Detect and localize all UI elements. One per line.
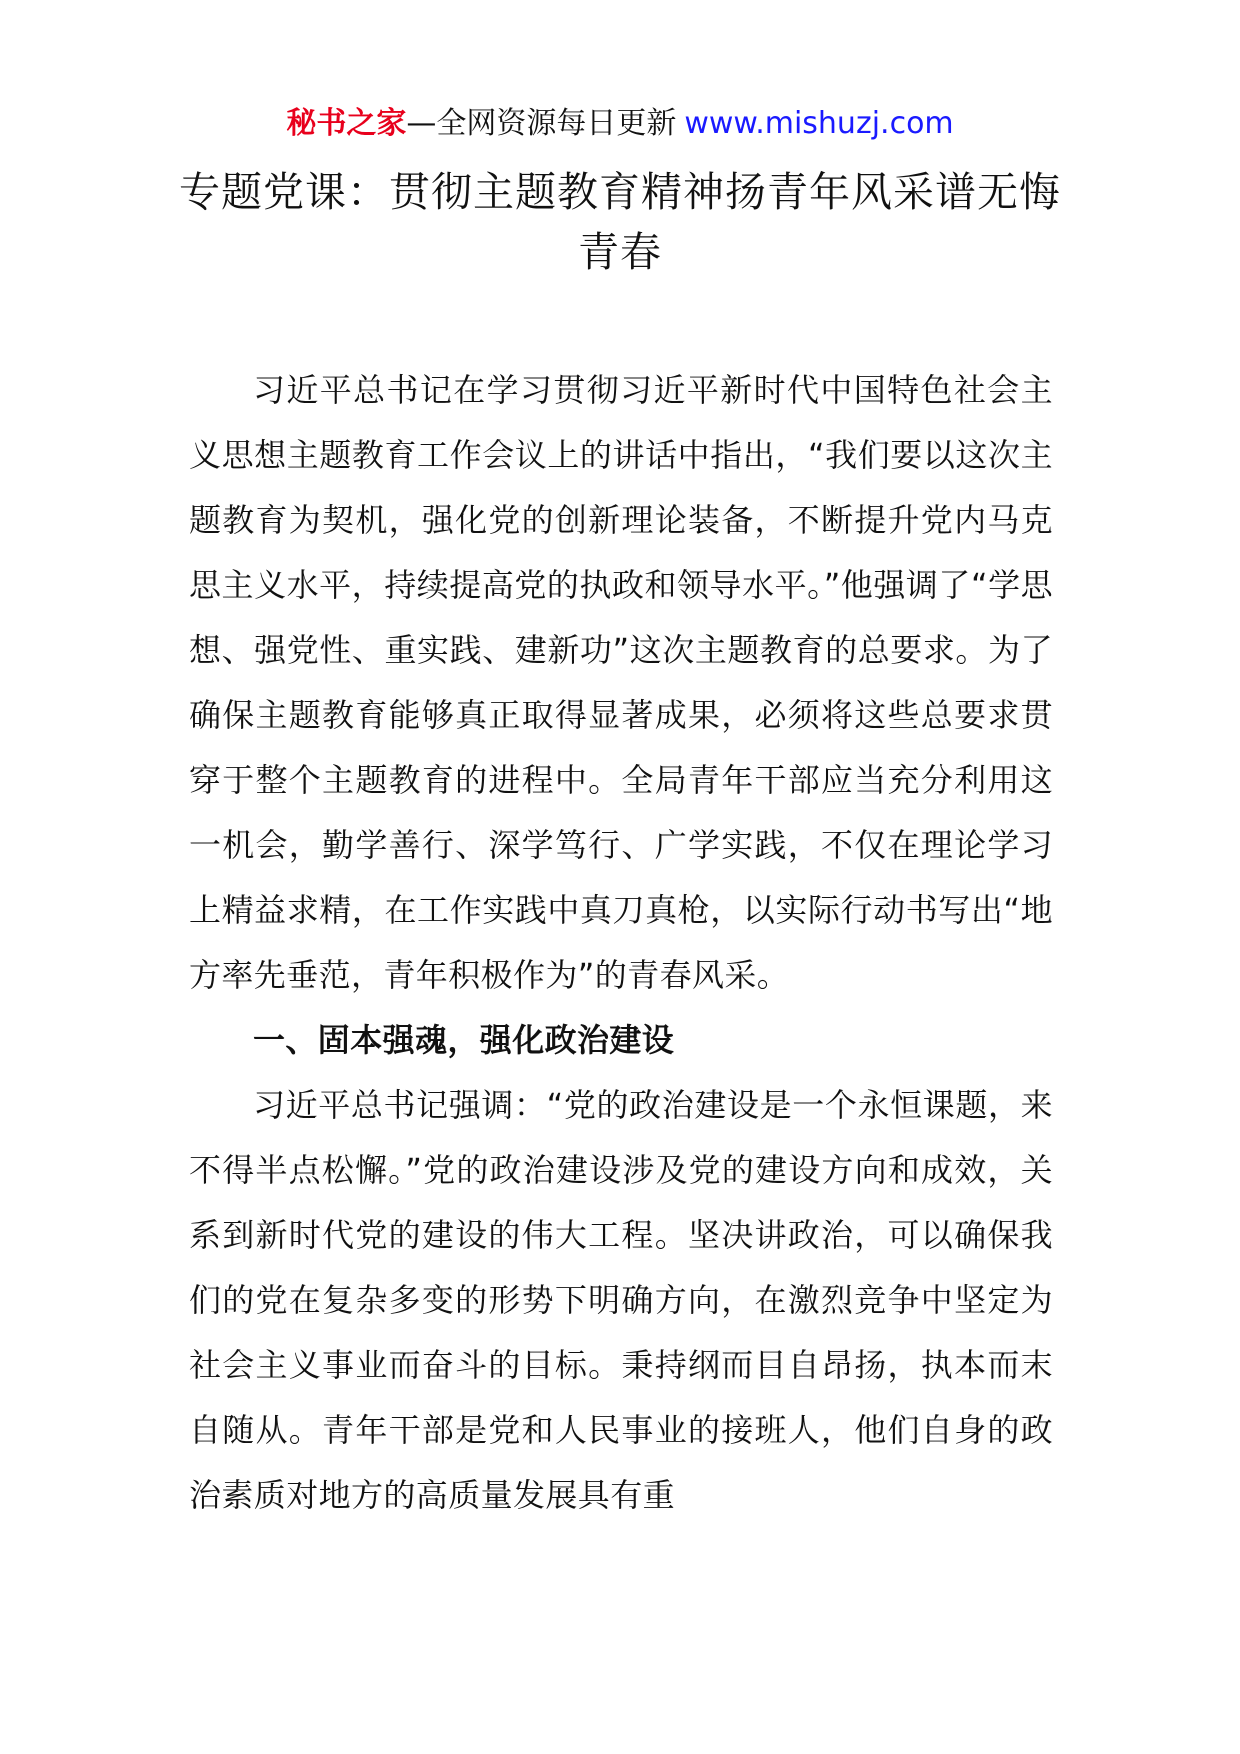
body-paragraph-intro: 习近平总书记在学习贯彻习近平新时代中国特色社会主义思想主题教育工作会议上的讲话中指出，“我们要以这次主题教育为契机，强化党的创新理论装备，不断提升党内马克思主义水平，持续提高党的执政和领导水平。”他强调了“学思想、强党性、重实践、建新功”这次主题教育的总要求。为了确保主题教育能够真正取得显著成果，必须将这些总要求贯穿于整个主题教育的进程中。全局青年干部应当充分利用这一机会，勤学善行、深学笃行、广学实践，不仅在理论学习上精益求精，在工作实践中真刀真枪，以实际行动书写出“地方率先垂范，青年积极作为”的青春风采。: [189, 371, 1053, 994]
body-paragraph-section-one: 习近平总书记强调：“党的政治建设是一个永恒课题，来不得半点松懈。”党的政治建设涉及党的建设方向和成效，关系到新时代党的建设的伟大工程。坚决讲政治，可以确保我们的党在复杂多变的形势下明确方向，在激烈竞争中坚定为社会主义事业而奋斗的目标。秉持纲而目自昂扬，执本而末自随从。青年干部是党和人民事业的接班人，他们自身的政治素质对地方的高质量发展具有重: [189, 1086, 1053, 1514]
section-heading: 一、固本强魂，强化政治建设: [253, 1021, 675, 1059]
site-brand: 秘书之家: [286, 106, 407, 141]
site-slogan: —全网资源每日更新: [406, 106, 677, 141]
document-title: 专题党课：贯彻主题教育精神扬青年风采谱无悔青春: [179, 168, 1061, 276]
site-header: [0, 102, 1240, 146]
document-body: [189, 358, 1053, 1528]
site-url-link[interactable]: www.mishuzj.com: [684, 106, 954, 141]
